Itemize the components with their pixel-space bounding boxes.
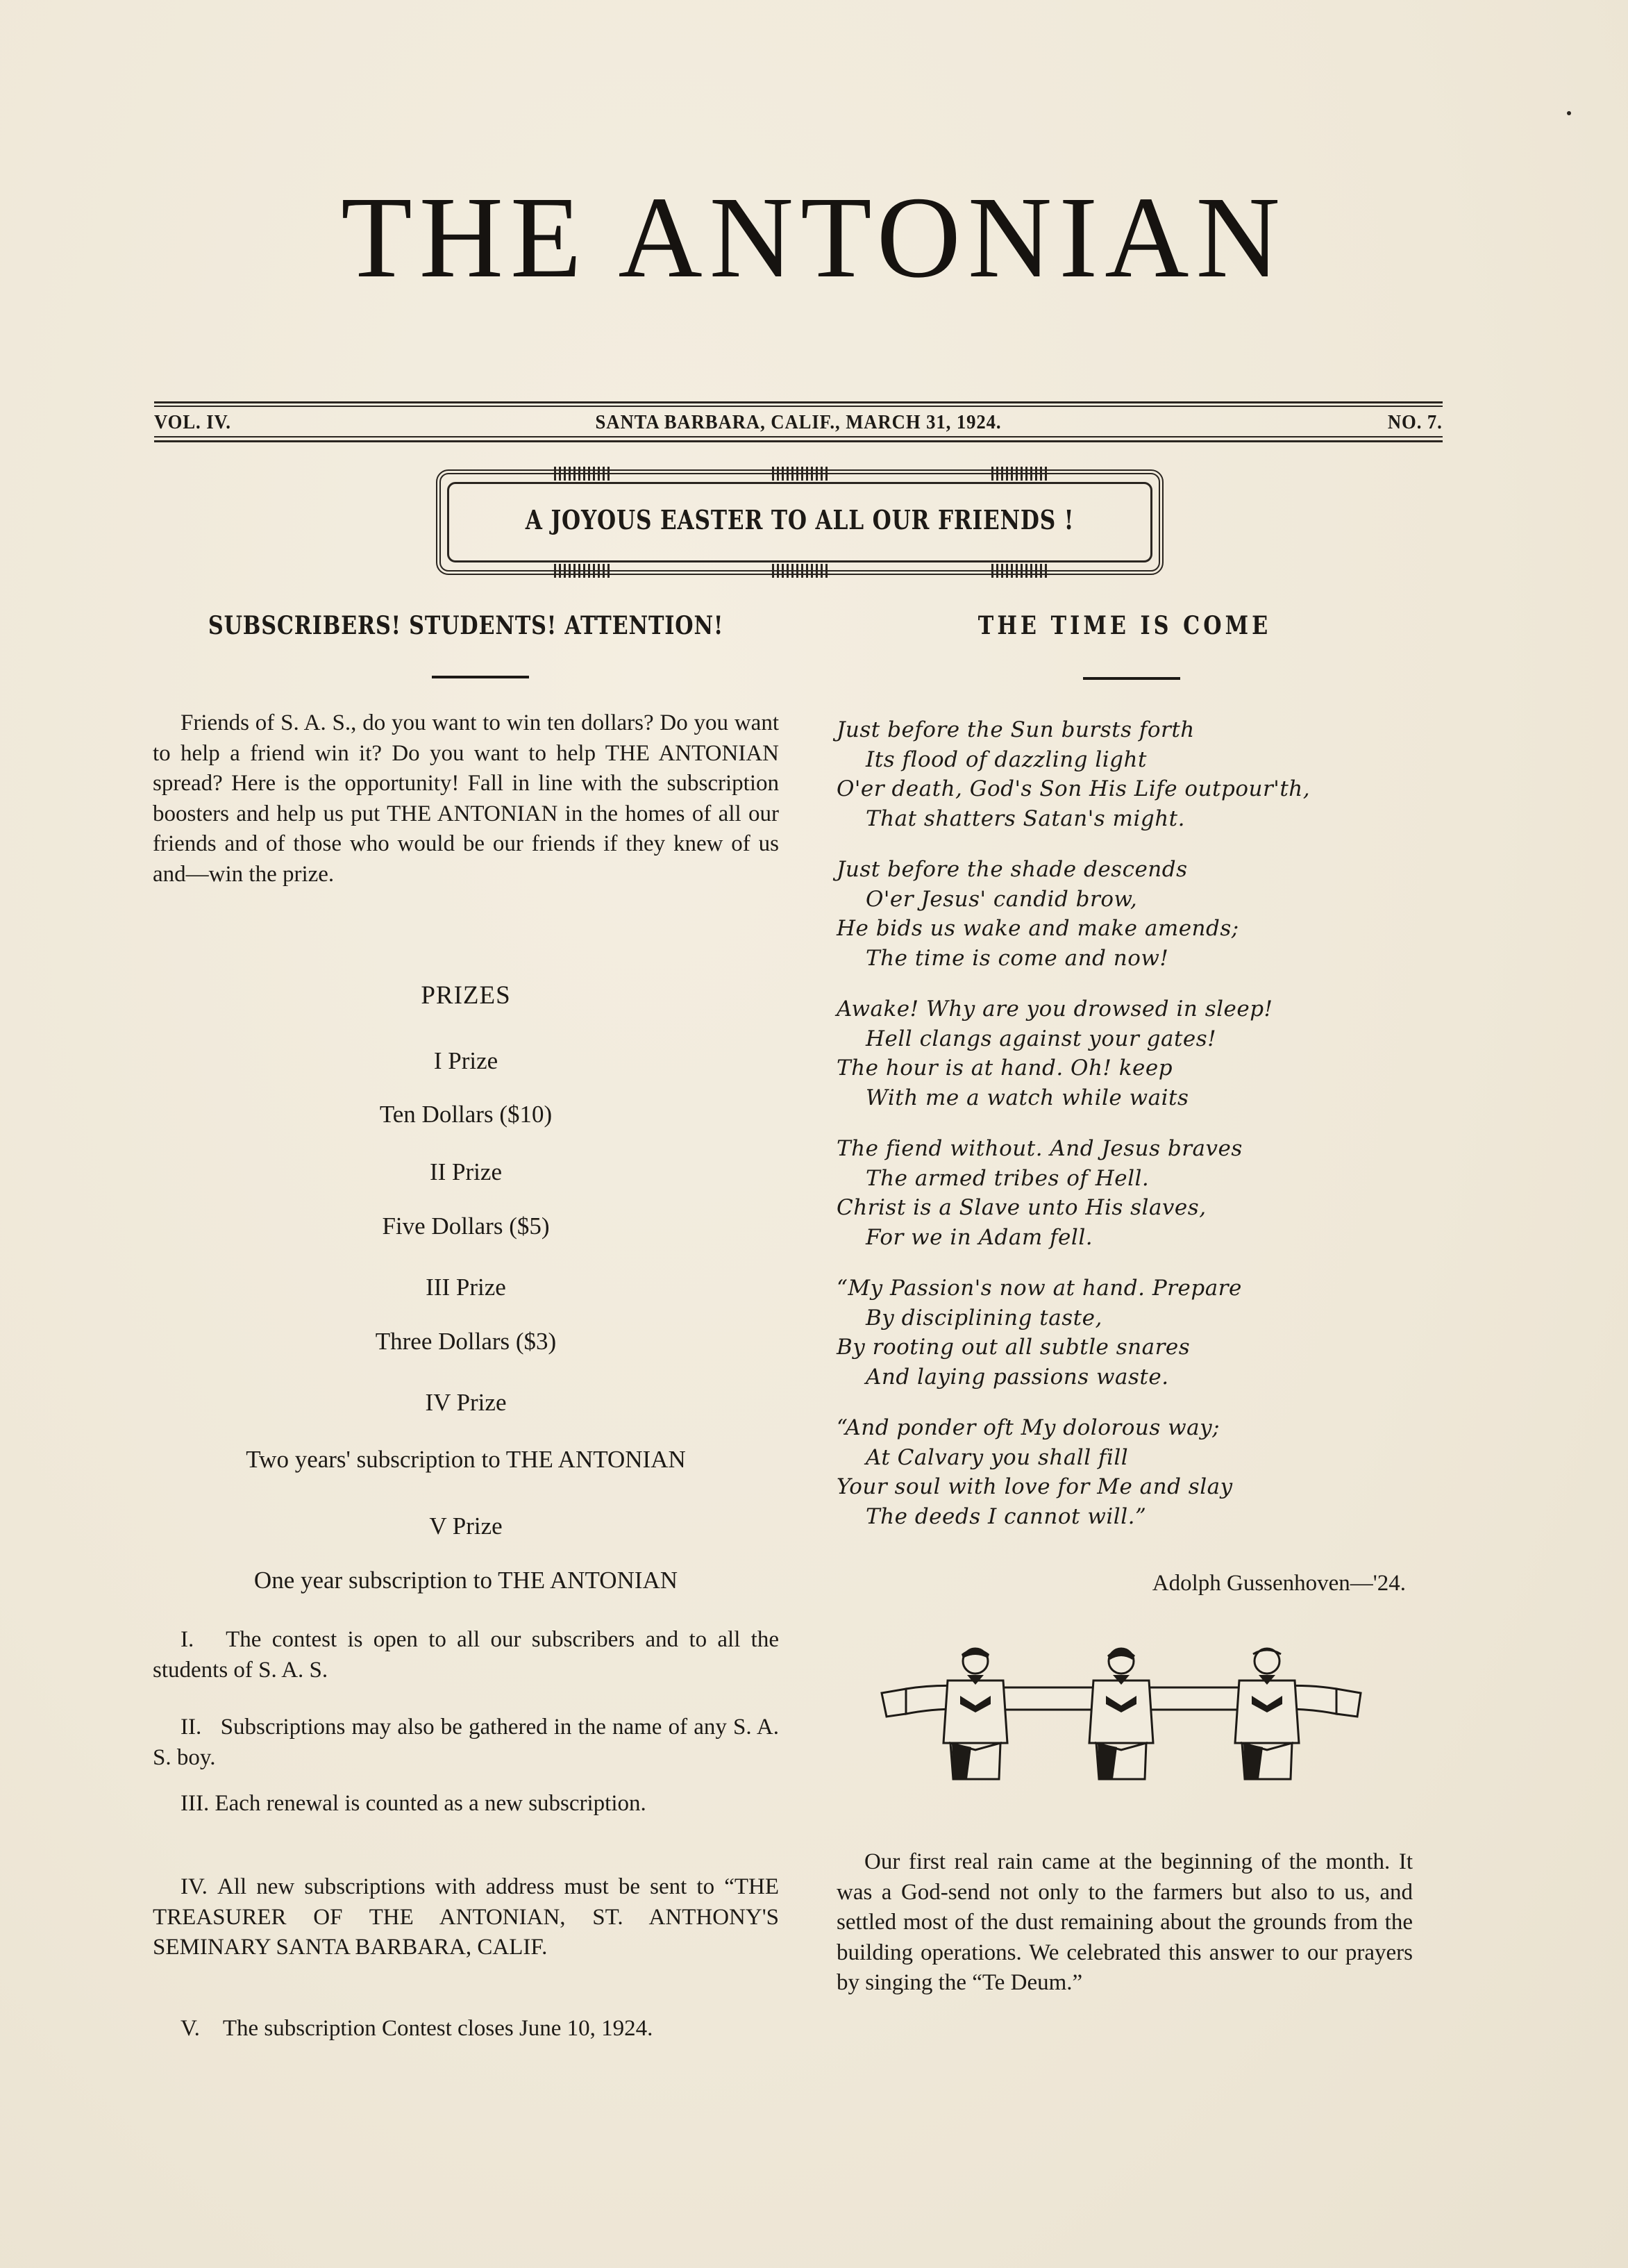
dateline-bar bbox=[154, 401, 1443, 446]
subscription-intro bbox=[153, 708, 779, 890]
prize-rank: V Prize bbox=[429, 1512, 503, 1540]
poem-stanza bbox=[837, 715, 1413, 833]
news-text: Our first real rain came at the beginning of the month. It was a God-send not only to the farmers but also to us, and settled most of the dust remaining about the grounds from the building operations. We celebrated this answer to our prayers by singing the “Te Deum.” bbox=[837, 1849, 1413, 1995]
frame-ornament bbox=[991, 564, 1047, 578]
poem-line: At Calvary you shall fill bbox=[866, 1444, 1129, 1470]
poem-stanza bbox=[837, 1134, 1413, 1252]
poem-line: Its flood of dazzling light bbox=[866, 747, 1147, 772]
contest-rule bbox=[153, 1789, 779, 1819]
rule-text: Subscriptions may also be gathered in the name of any S. A. S. boy. bbox=[153, 1715, 779, 1770]
prize-rank: IV Prize bbox=[425, 1389, 507, 1416]
rule-number: II. bbox=[181, 1715, 202, 1740]
frame-ornament bbox=[554, 564, 610, 578]
contest-rule bbox=[153, 1625, 779, 1685]
prize-award: Two years' subscription to THE ANTONIAN bbox=[246, 1446, 686, 1473]
easter-banner bbox=[436, 469, 1164, 575]
poem-stanza bbox=[837, 1413, 1413, 1531]
choir-boys-illustration bbox=[878, 1646, 1364, 1785]
prize-award: Ten Dollars ($10) bbox=[379, 1101, 553, 1128]
poem-line: With me a watch while waits bbox=[866, 1085, 1189, 1110]
contest-rule bbox=[153, 1712, 779, 1773]
poem-stanza bbox=[837, 1274, 1413, 1392]
issue-number: NO. 7. bbox=[1388, 411, 1443, 433]
poem-line: By disciplining taste, bbox=[866, 1305, 1102, 1331]
poem-line: The deeds I cannot will.” bbox=[866, 1503, 1147, 1529]
place-date: SANTA BARBARA, CALIF., MARCH 31, 1924. bbox=[595, 411, 1002, 433]
poem-line: O'er Jesus' candid brow, bbox=[866, 886, 1138, 912]
rule-number: I. bbox=[181, 1627, 194, 1652]
poem-line: Just before the shade descends bbox=[837, 857, 1188, 882]
rule-text: Each renewal is counted as a new subscription. bbox=[215, 1791, 646, 1816]
prize-award: Three Dollars ($3) bbox=[375, 1328, 557, 1355]
frame-ornament bbox=[554, 467, 610, 481]
easter-message: A JOYOUS EASTER TO ALL OUR FRIENDS ! bbox=[525, 504, 1075, 535]
poem-line: That shatters Satan's might. bbox=[866, 806, 1185, 831]
rule-text: The contest is open to all our subscribers and to all the students of S. A. S. bbox=[153, 1627, 779, 1683]
contest-rule bbox=[153, 1872, 779, 1963]
choir-boy-2 bbox=[1089, 1649, 1153, 1779]
dateline-rule-top bbox=[154, 401, 1443, 403]
section-divider bbox=[432, 676, 529, 678]
rule-number: IV. bbox=[181, 1874, 208, 1899]
dateline-rule-top-thin bbox=[154, 406, 1443, 407]
section-divider bbox=[1083, 677, 1180, 680]
contest-rule bbox=[153, 2014, 779, 2044]
intro-text: Friends of S. A. S., do you want to win ten dollars? Do you want to help a friend win it? Do you want to help THE ANTONIAN spread? Here is the opportunity! Fall in line with the subscription boosters and help us put THE ANTONIAN in the homes of all our friends and of those who would be our friends if they knew of us and—win the prize. bbox=[153, 710, 779, 887]
poem-line: The hour is at hand. Oh! keep bbox=[837, 1056, 1173, 1081]
poem-line: By rooting out all subtle snares bbox=[837, 1335, 1191, 1360]
poem-heading: THE TIME IS COME bbox=[977, 611, 1272, 640]
poem-line: He bids us wake and make amends; bbox=[837, 916, 1239, 941]
poem-line: Awake! Why are you drowsed in sleep! bbox=[837, 997, 1273, 1022]
prizes-title: PRIZES bbox=[421, 981, 511, 1010]
poem-line: Your soul with love for Me and slay bbox=[837, 1474, 1233, 1499]
prize-rank: II Prize bbox=[430, 1158, 502, 1185]
poem-stanza bbox=[837, 855, 1413, 973]
poem-line: For we in Adam fell. bbox=[866, 1224, 1093, 1250]
rule-text: The subscription Contest closes June 10, 1924. bbox=[222, 2016, 653, 2041]
poem-line: Christ is a Slave unto His slaves, bbox=[837, 1195, 1207, 1220]
poem-line: Just before the Sun bursts forth bbox=[837, 717, 1195, 742]
dateline-rule-bottom-thin bbox=[154, 436, 1443, 437]
poem-body bbox=[837, 715, 1413, 1553]
masthead-title: THE ANTONIAN bbox=[341, 173, 1287, 302]
subscription-heading: SUBSCRIBERS! STUDENTS! ATTENTION! bbox=[208, 611, 724, 640]
choir-boy-3 bbox=[1235, 1649, 1299, 1779]
rule-text: All new subscriptions with address must be sent to “THE TREASURER OF THE ANTONIAN, ST. ANTHONY'S SEMINARY SANTA BARBARA, CALIF. bbox=[153, 1874, 780, 1960]
banner-left-end bbox=[882, 1689, 906, 1717]
prize-rank: III Prize bbox=[426, 1274, 506, 1301]
prize-award: One year subscription to THE ANTONIAN bbox=[253, 1567, 678, 1594]
rule-number: III. bbox=[181, 1791, 210, 1816]
rain-news-item bbox=[837, 1847, 1413, 1999]
prize-rank: I Prize bbox=[433, 1047, 498, 1074]
poem-line: The fiend without. And Jesus braves bbox=[837, 1136, 1243, 1161]
poem-line: And laying passions waste. bbox=[866, 1364, 1169, 1390]
dateline-rule-bottom bbox=[154, 440, 1443, 442]
poem-line: The time is come and now! bbox=[866, 945, 1169, 971]
volume-number: VOL. IV. bbox=[154, 411, 231, 433]
choir-boy-1 bbox=[943, 1649, 1007, 1779]
prize-award: Five Dollars ($5) bbox=[382, 1212, 550, 1240]
banner-right-end bbox=[1336, 1689, 1361, 1717]
frame-ornament bbox=[772, 467, 828, 481]
frame-ornament bbox=[772, 564, 828, 578]
poem-line: Hell clangs against your gates! bbox=[866, 1026, 1217, 1051]
frame-ornament bbox=[991, 467, 1047, 481]
poem-line: O'er death, God's Son His Life outpour'th, bbox=[837, 776, 1311, 801]
poem-line: The armed tribes of Hell. bbox=[866, 1165, 1150, 1191]
rule-number: V. bbox=[181, 2016, 200, 2041]
poem-line: “My Passion's now at hand. Prepare bbox=[837, 1276, 1242, 1301]
poem-line: “And ponder oft My dolorous way; bbox=[837, 1415, 1220, 1440]
poem-stanza bbox=[837, 994, 1413, 1112]
ink-speck bbox=[1567, 111, 1571, 115]
poem-author: Adolph Gussenhoven—'24. bbox=[1152, 1571, 1406, 1596]
